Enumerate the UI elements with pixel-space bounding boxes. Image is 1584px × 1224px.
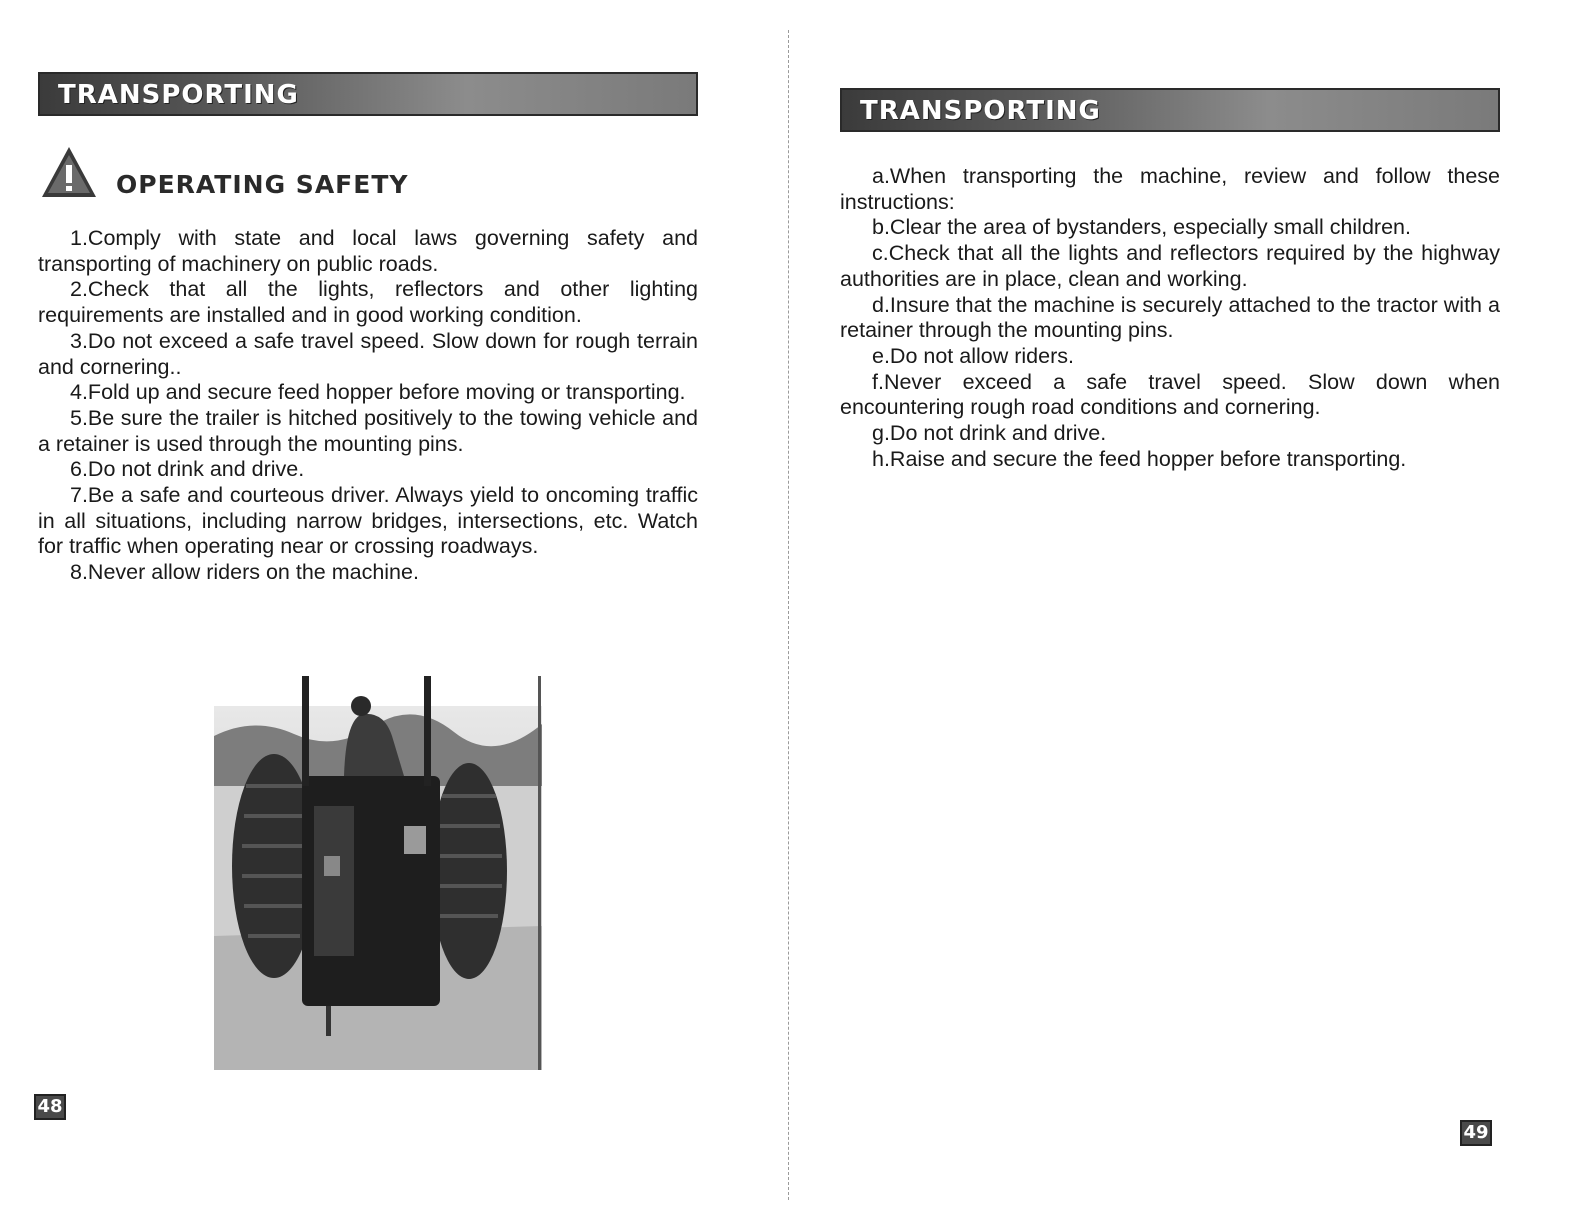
- section-heading: TRANSPORTING: [860, 96, 1101, 126]
- list-item: e.Do not allow riders.: [872, 343, 1074, 368]
- list-item: 6.Do not drink and drive.: [70, 457, 305, 482]
- operating-safety-heading: OPERATING SAFETY: [116, 170, 409, 199]
- list-item: c.Check that all the lights and reflectors required by the highway authorities are in place, clean and working.: [840, 241, 1500, 291]
- right-page: [800, 0, 1584, 1224]
- list-item: b.Clear the area of bystanders, especially small children.: [872, 215, 1411, 240]
- list-item: a.When transporting the machine, review and follow these instructions:: [840, 164, 1500, 214]
- list-item: 1.Comply with state and local laws governing safety and transporting of machinery on public roads.: [38, 226, 698, 276]
- list-item: 8.Never allow riders on the machine.: [70, 560, 419, 585]
- list-item: 2.Check that all the lights, reflectors and other lighting requirements are installed and in good working condition.: [38, 277, 698, 328]
- list-item: d.Insure that the machine is securely attached to the tractor with a retainer through the mounting pins.: [840, 292, 1500, 343]
- section-banner: [840, 88, 1500, 132]
- section-banner: [38, 72, 698, 116]
- list-item: 7.Be a safe and courteous driver. Always yield to oncoming traffic in all situations, including narrow bridges, intersections, etc. Watch for traffic when operating near or crossing roadways.: [38, 483, 698, 559]
- transport-instructions: [840, 164, 1500, 472]
- list-item: g.Do not drink and drive.: [872, 421, 1107, 446]
- section-heading: TRANSPORTING: [58, 80, 299, 110]
- page-number: 48: [34, 1094, 66, 1120]
- list-item: 4.Fold up and secure feed hopper before moving or transporting.: [70, 380, 686, 405]
- warning-triangle-icon: [40, 145, 98, 199]
- page-number: 49: [1460, 1120, 1492, 1146]
- tractor-photo: [214, 676, 542, 1070]
- left-page: [0, 0, 770, 1224]
- page-fold: [788, 30, 789, 1200]
- list-item: 5.Be sure the trailer is hitched positively to the towing vehicle and a retainer is used through the mounting pins.: [38, 405, 698, 456]
- list-item: f.Never exceed a safe travel speed. Slow down when encountering rough road conditions and cornering.: [840, 369, 1500, 420]
- safety-list: [38, 226, 698, 586]
- list-item: 3.Do not exceed a safe travel speed. Slow down for rough terrain and cornering..: [38, 328, 698, 379]
- list-item: h.Raise and secure the feed hopper before transporting.: [872, 446, 1407, 471]
